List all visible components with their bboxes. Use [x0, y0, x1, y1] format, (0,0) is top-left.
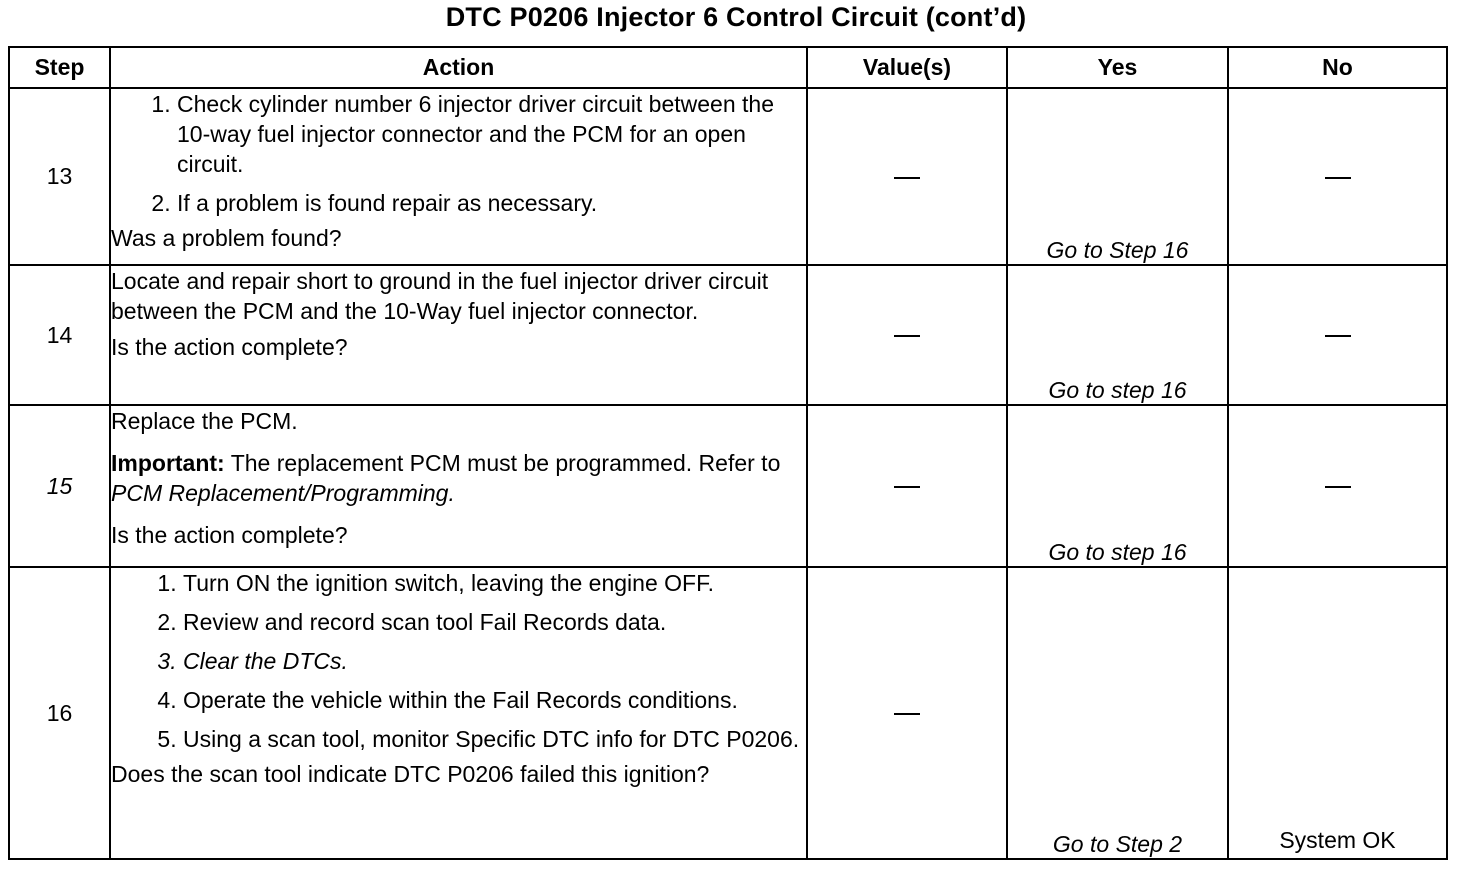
step-number: 16: [9, 567, 110, 859]
action-list: [111, 568, 806, 754]
no-cell: [1228, 405, 1447, 567]
value-dash: [894, 177, 920, 179]
action-cell: [110, 405, 807, 567]
no-dash: [1325, 486, 1351, 488]
action-item: 1. Turn ON the ignition switch, leaving the engine OFF.: [183, 568, 806, 598]
yes-cell: Go to Step 16: [1007, 88, 1228, 265]
action-list: [111, 89, 806, 218]
value-cell: [807, 265, 1007, 405]
action-item: 1. Check cylinder number 6 injector driver circuit between the 10-way fuel injector connector and the PCM for an open circuit.: [177, 89, 806, 179]
important-note: [111, 448, 806, 508]
no-cell: [1228, 265, 1447, 405]
yes-cell: Go to Step 2: [1007, 567, 1228, 859]
value-cell: [807, 405, 1007, 567]
reference-link-text: PCM Replacement/Programming.: [111, 480, 455, 506]
yes-cell: Go to step 16: [1007, 405, 1228, 567]
table-row: [9, 265, 1447, 405]
header-no: No: [1228, 47, 1447, 88]
step-number: 15: [9, 405, 110, 567]
header-step: Step: [9, 47, 110, 88]
header-yes: Yes: [1007, 47, 1228, 88]
header-values: Value(s): [807, 47, 1007, 88]
document-title: DTC P0206 Injector 6 Control Circuit (cont’d): [445, 2, 1027, 32]
action-question: Was a problem found?: [111, 225, 342, 251]
action-question: Is the action complete?: [111, 522, 348, 548]
step-number: 14: [9, 265, 110, 405]
step-number: 13: [9, 88, 110, 265]
yes-cell: Go to step 16: [1007, 265, 1228, 405]
action-item: 4. Operate the vehicle within the Fail Records conditions.: [183, 685, 806, 715]
value-cell: [807, 88, 1007, 265]
table-row: [9, 567, 1447, 859]
action-item: 2. If a problem is found repair as necessary.: [177, 188, 806, 218]
no-dash: [1325, 335, 1351, 337]
action-text: Locate and repair short to ground in the fuel injector driver circuit between the PCM and the 10-Way fuel injector connector.: [111, 268, 769, 324]
table-row: [9, 405, 1447, 567]
action-cell: [110, 265, 807, 405]
important-label: Important:: [111, 450, 225, 476]
action-cell: [110, 88, 807, 265]
value-dash: [894, 486, 920, 488]
action-cell: [110, 567, 807, 859]
no-cell: System OK: [1228, 567, 1447, 859]
table-header-row: [9, 47, 1447, 88]
action-text: Replace the PCM.: [111, 408, 298, 434]
no-dash: [1325, 177, 1351, 179]
no-cell: [1228, 88, 1447, 265]
value-dash: [894, 713, 920, 715]
action-item: 3. Clear the DTCs.: [183, 646, 806, 676]
value-cell: [807, 567, 1007, 859]
action-question: Is the action complete?: [111, 334, 348, 360]
diagnostic-table: [8, 46, 1448, 860]
action-question: Does the scan tool indicate DTC P0206 failed this ignition?: [111, 761, 710, 787]
header-action: Action: [110, 47, 807, 88]
action-item: 2. Review and record scan tool Fail Records data.: [183, 607, 806, 637]
value-dash: [894, 335, 920, 337]
table-row: [9, 88, 1447, 265]
important-text: The replacement PCM must be programmed. Refer to: [224, 450, 781, 476]
action-item: 5. Using a scan tool, monitor Specific DTC info for DTC P0206.: [183, 724, 806, 754]
